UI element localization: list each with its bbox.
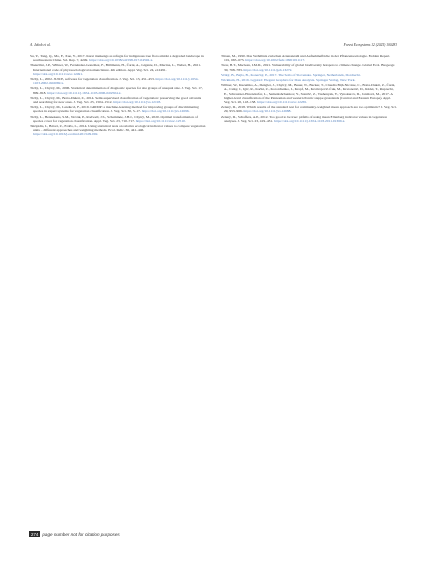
reference-entry <box>30 124 206 137</box>
reference-doi-link[interactable]: https://doi.org/10.1111/jvs.12696. <box>141 109 190 114</box>
reference-doi-link[interactable]: https://doi.org/10.1111/j.1654-1103.2006.tb02504.x. <box>47 90 122 95</box>
reference-doi-link[interactable]: https://doi.org/10.1111/j.1654-1103.2011.01366.x. <box>273 118 346 123</box>
reference-entry <box>30 63 206 76</box>
references-left-column <box>30 54 206 219</box>
page-footer <box>29 531 120 537</box>
reference-text: Tüxen, M., 1990. Das Verhältnis zwischen Artenanzahl und Aufnahmefläche in der Pflanzensoziologie. Fedden Repert. 101, 665–673. <box>221 54 391 63</box>
reference-text: Zelený, D., 2018. Which results of the standard test for community-weighted mean approach are too optimistic? J. Veg. Sci. 29, 953–966. <box>221 105 397 114</box>
reference-doi-link[interactable]: https://doi.org/10.1111/avsc.12265. <box>257 100 308 105</box>
reference-text: Willner, W., Kuzemko, A., Dengler, J., Chytrý, M., Bauer, N., Becker, T., Claudia Biță-Nicolae, C., Botta-Dukát, Z., Čarni, A., Csiky, J., Igić, R., Kački, Z., Korotchenko, I., Kropf, M., Krstivojević-Ćuk, M., Krstonošić, D., Rédei, T., Ruprecht, E., Schrautzer-Ehrendorfer, L., Semenishchenkov, Y., Stančić, Z., Vashenyak, Y., Vynokurov, D., Janišová, M., 2017. A higher-level classification of the Pannonian and western Pontic steppe grasslands (Central and Eastern Europe). Appl. Veg. Sci. 20, 143–158. <box>221 83 396 105</box>
reference-text: Su, Y., Tang, Q., Mo, F., Xue, Y., 2017. Karst tiankengs as refugia for indigenous tree flora amidst a degraded landscape in southwestern China. Sci. Rep. 7, 4249. <box>30 54 204 63</box>
reference-entry <box>30 77 206 86</box>
reference-entry <box>30 96 206 105</box>
header-authors: A. Jakob et al. <box>30 43 51 47</box>
reference-doi-link[interactable]: https://doi.org/10.1111/j.1654-1103.2002.tb02069.x. <box>33 77 199 86</box>
reference-text: Tichý, L., 2002. JUICE, software for vegetation classification. J. Veg. Sci. 13, 451–453. <box>30 77 156 82</box>
reference-entry <box>30 86 206 95</box>
reference-entry <box>221 54 397 63</box>
reference-text: Tichý, L., Chytrý, M., Botta-Dukát, Z., 2014. Semi-supervised classification of vegetation: preserving the good old units and searching for new ones. J. Veg. Sci. 25, 1504–1512. <box>30 95 202 105</box>
reference-entry <box>221 83 397 104</box>
reference-entry <box>30 54 206 63</box>
reference-doi-link[interactable]: https://doi.org/10.1038/s41598-017-04592-x. <box>89 58 154 63</box>
reference-doi-link[interactable]: https://doi.org/10.1002/fedr.19901011117. <box>245 58 306 63</box>
reference-doi-link[interactable]: https://doi.org/10.1111/jvs.12193. <box>113 100 162 105</box>
reference-text: Tsiripidis, I., Bátori, Z., Erdős, L., 2014. Using statistical tests on relative ecological indicator values to compare vegetation units – different approaches and weighting methods. Ecol. Indic. 36, 441–446. <box>30 123 206 133</box>
header-journal: Forest Ecosystems 12 (2025) 100283 <box>343 43 397 47</box>
reference-text: Zelený, D., Schaffers, A.P., 2012. Too good to be true: pitfalls of using mean Ellenberg indicator values in vegetation analyses. J. Veg. Sci. 23, 419–431. <box>221 114 388 123</box>
reference-doi-link[interactable]: https://doi.org/10.1111/geb.13272. <box>243 67 293 72</box>
reference-entry <box>30 115 206 124</box>
reference-doi-link[interactable]: https://doi.org/10.1111/avsc.12491. <box>33 71 83 76</box>
reference-text: Theurillat, J.P., Willner, W., Fernández-González, F., Bültmann, H., Čarni, A., Gigante, D., Mucina, L., Weber, H., 2021. International code of phytosociological nomenclature. 4th edition. Appl. Veg. Sci. 24, e12491. <box>30 63 201 72</box>
page-number: 274 <box>31 531 39 537</box>
reference-entry <box>221 78 397 82</box>
reference-doi-link[interactable]: Vršký, B., Bajla, B., Konečný, P., 2017. The Soils of Slovenska. Springer, Netherlands, Dordrecht. <box>221 72 361 77</box>
reference-entry <box>221 63 397 72</box>
reference-doi-link[interactable]: https://doi.org/10.1111/avsc.12510. <box>135 118 186 123</box>
reference-text: Tichý, L., Hennekens, S.M., Novák, P., Rodwell, J.S., Schaminée, J.H.J., Chytrý, M., 2020. Optimal transformation of species cover for vegetation classification. Appl. Veg. Sci. 23, 710–717. <box>30 114 198 123</box>
references-section <box>30 54 397 219</box>
reference-text: Trew, B.T., Maclean, I.M.D., 2021. Vulnerability of global biodiversity hotspots to climate change. Global Ecol. Biogeogr. 30, 768–783. <box>221 63 396 72</box>
references-right-column <box>221 54 397 219</box>
running-header <box>30 43 397 47</box>
page-number-note: page number not for citation purposes <box>42 531 120 537</box>
reference-entry <box>221 105 397 114</box>
reference-doi-link[interactable]: https://doi.org/10.1016/j.ecolind.2013.09.002. <box>33 132 99 137</box>
reference-text: Tichý, L., Chytrý, M., Landucci, F., 2019. GRIMP: a machine-learning method for improving groups of discriminating species in expert systems for vegetation classification. J. Veg. Sci. 30, 5–17. <box>30 105 199 114</box>
reference-entry <box>221 73 397 77</box>
reference-doi-link[interactable]: Wickham, H., 2016. Ggplot2: Elegant Graphics for Data Analysis. Springer Verlag, New York. <box>221 77 356 82</box>
reference-doi-link[interactable]: https://doi.org/10.1111/jvs.12688. <box>243 109 292 114</box>
reference-entry <box>30 105 206 114</box>
reference-entry <box>221 115 397 124</box>
reference-text: Tichý, L., Chytrý, M., 2006. Statistical determination of diagnostic species for site groups of unequal size. J. Veg. Sci. 17, 809–818. <box>30 86 203 95</box>
